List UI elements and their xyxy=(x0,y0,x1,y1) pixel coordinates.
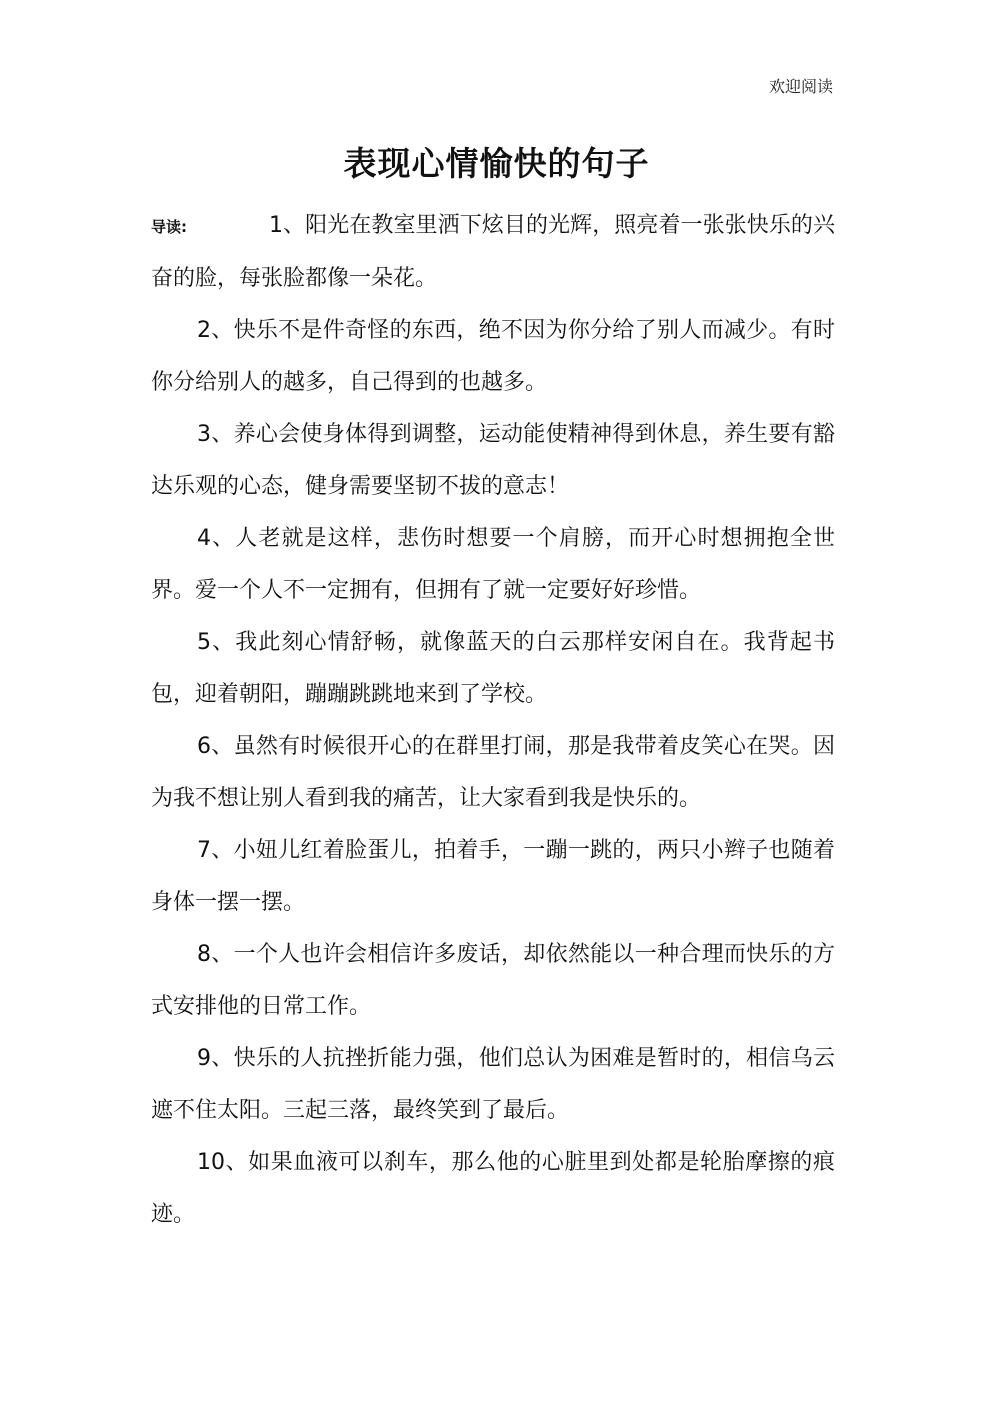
paragraph-text: 1、阳光在教室里洒下炫目的光辉，照亮着一张张快乐的兴奋的脸，每张脸都像一朵花。 xyxy=(151,213,835,291)
paragraph-10: 10、如果血液可以刹车，那么他的心脏里到处都是轮胎摩擦的痕迹。 xyxy=(151,1150,835,1227)
paragraph-5: 5、我此刻心情舒畅，就像蓝天的白云那样安闲自在。我背起书包，迎着朝阳，蹦蹦跳跳地来到了学校。 xyxy=(151,630,835,707)
paragraph-3: 3、养心会使身体得到调整，运动能使精神得到休息，养生要有豁达乐观的心态，健身需要坚韧不拔的意志！ xyxy=(151,422,835,499)
paragraph-6: 6、虽然有时候很开心的在群里打闹，那是我带着皮笑心在哭。因为我不想让别人看到我的痛苦，让大家看到我是快乐的。 xyxy=(151,734,835,811)
header-note: 欢迎阅读 xyxy=(768,77,833,96)
paragraph-1 xyxy=(151,200,835,305)
lead-label: 导读: xyxy=(151,218,187,236)
paragraph-2: 2、快乐不是件奇怪的东西，绝不因为你分给了别人而减少。有时你分给别人的越多，自己得到的也越多。 xyxy=(151,318,835,395)
paragraph-7: 7、小妞儿红着脸蛋儿，拍着手，一蹦一跳的，两只小辫子也随着身体一摆一摆。 xyxy=(151,838,835,915)
document-body xyxy=(151,200,835,1241)
paragraph-4: 4、人老就是这样，悲伤时想要一个肩膀，而开心时想拥抱全世界。爱一个人不一定拥有，但拥有了就一定要好好珍惜。 xyxy=(151,526,835,603)
document-title: 表现心情愉快的句子 xyxy=(343,144,650,183)
paragraph-9: 9、快乐的人抗挫折能力强，他们总认为困难是暂时的，相信乌云遮不住太阳。三起三落，最终笑到了最后。 xyxy=(151,1046,835,1123)
paragraph-8: 8、一个人也许会相信许多废话，却依然能以一种合理而快乐的方式安排他的日常工作。 xyxy=(151,942,835,1019)
